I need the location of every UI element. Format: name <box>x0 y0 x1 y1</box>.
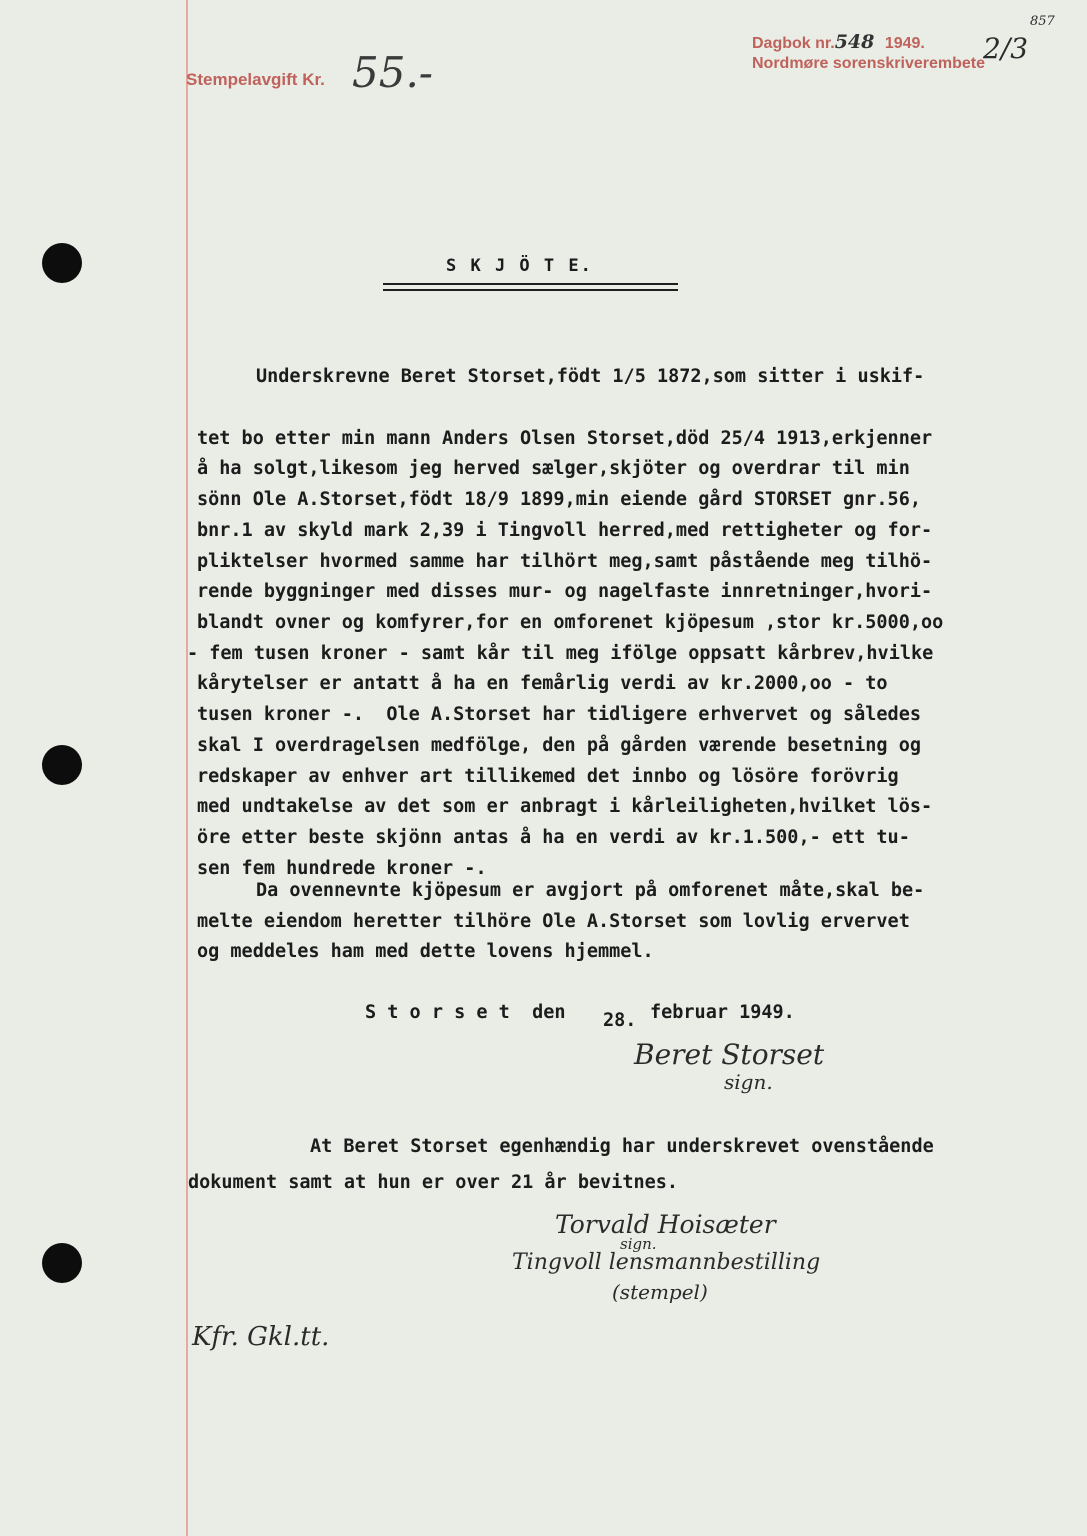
office-stamp: Nordmøre sorenskriverembete <box>752 55 985 72</box>
punch-hole-icon <box>42 745 82 785</box>
body-line: tusen kroner -. Ole A.Storset har tidligere erhvervet og således <box>197 704 921 725</box>
body-line: blandt ovner og komfyrer,for en omforenet kjöpesum ,stor kr.5000,oo <box>197 612 944 633</box>
attestation-line: At Beret Storset egenhændig har underskrevet ovenstående <box>310 1136 934 1157</box>
title-underline <box>383 289 678 291</box>
witness-sign: sign. <box>620 1235 657 1253</box>
body-line: Underskrevne Beret Storset,födt 1/5 1872,som sitter i uskif- <box>256 366 925 387</box>
body-line: med undtakelse av det som er anbragt i kårleiligheten,hvilket lös- <box>197 796 933 817</box>
body-line: sen fem hundrede kroner -. <box>197 858 487 879</box>
witness-signature: Torvald Hoisæter <box>555 1210 776 1239</box>
document-title: S K J Ö T E. <box>446 256 593 276</box>
title-underline <box>383 283 678 285</box>
punch-hole-icon <box>42 243 82 283</box>
stamp-duty-value: 55.- <box>352 48 433 97</box>
punch-hole-icon <box>42 1243 82 1283</box>
body-line: kårytelser er antatt å ha en femårlig verdi av kr.2000,oo - to <box>197 673 888 694</box>
body-line: pliktelser hvormed samme har tilhört meg,samt påstående meg tilhö- <box>197 551 933 572</box>
page-number: 857 <box>1030 14 1055 29</box>
body-line: bnr.1 av skyld mark 2,39 i Tingvoll herred,med rettigheter og for- <box>197 520 933 541</box>
date-month-year: februar 1949. <box>650 1002 795 1023</box>
seller-signature-note: sign. <box>724 1070 773 1094</box>
place-date: S t o r s e t den <box>365 1002 566 1023</box>
seller-signature: Beret Storset <box>634 1038 825 1071</box>
journal-date: 2/3 <box>983 32 1029 65</box>
stamp-duty-label: Stempelavgift Kr. <box>186 70 325 89</box>
body-line: og meddeles ham med dette lovens hjemmel. <box>197 941 654 962</box>
body-line: redskaper av enhver art tillikemed det innbo og lösöre forövrig <box>197 766 899 787</box>
body-line: å ha solgt,likesom jeg herved sælger,skjöter og overdrar til min <box>197 458 910 479</box>
journal-year: 1949. <box>884 35 925 52</box>
body-line: sönn Ole A.Storset,födt 18/9 1899,min eiende gård STORSET gnr.56, <box>197 489 921 510</box>
journal-label: Dagbok nr. <box>752 35 835 52</box>
journal-stamp <box>752 31 925 53</box>
body-line: melte eiendom heretter tilhöre Ole A.Storset som lovlig ervervet <box>197 911 910 932</box>
body-line: Da ovennevnte kjöpesum er avgjort på omforenet måte,skal be- <box>256 880 925 901</box>
footer-note: Kfr. Gkl.tt. <box>192 1322 330 1352</box>
witness-office: Tingvoll lensmannbestilling <box>512 1250 821 1275</box>
journal-number: 548 <box>834 31 875 53</box>
body-line: - fem tusen kroner - samt kår til meg ifölge oppsatt kårbrev,hvilke <box>187 643 934 664</box>
body-line: öre etter beste skjönn antas å ha en verdi av kr.1.500,- ett tu- <box>197 827 910 848</box>
body-line: skal I overdragelsen medfölge, den på gården værende besetning og <box>197 735 921 756</box>
witness-stamp: (stempel) <box>612 1280 708 1304</box>
margin-line <box>186 0 188 1536</box>
attestation-line: dokument samt at hun er over 21 år bevitnes. <box>188 1172 679 1193</box>
body-line: rende byggninger med disses mur- og nagelfaste innretninger,hvori- <box>197 581 933 602</box>
body-line: tet bo etter min mann Anders Olsen Storset,död 25/4 1913,erkjenner <box>197 428 933 449</box>
date-day: 28. <box>603 1010 637 1031</box>
